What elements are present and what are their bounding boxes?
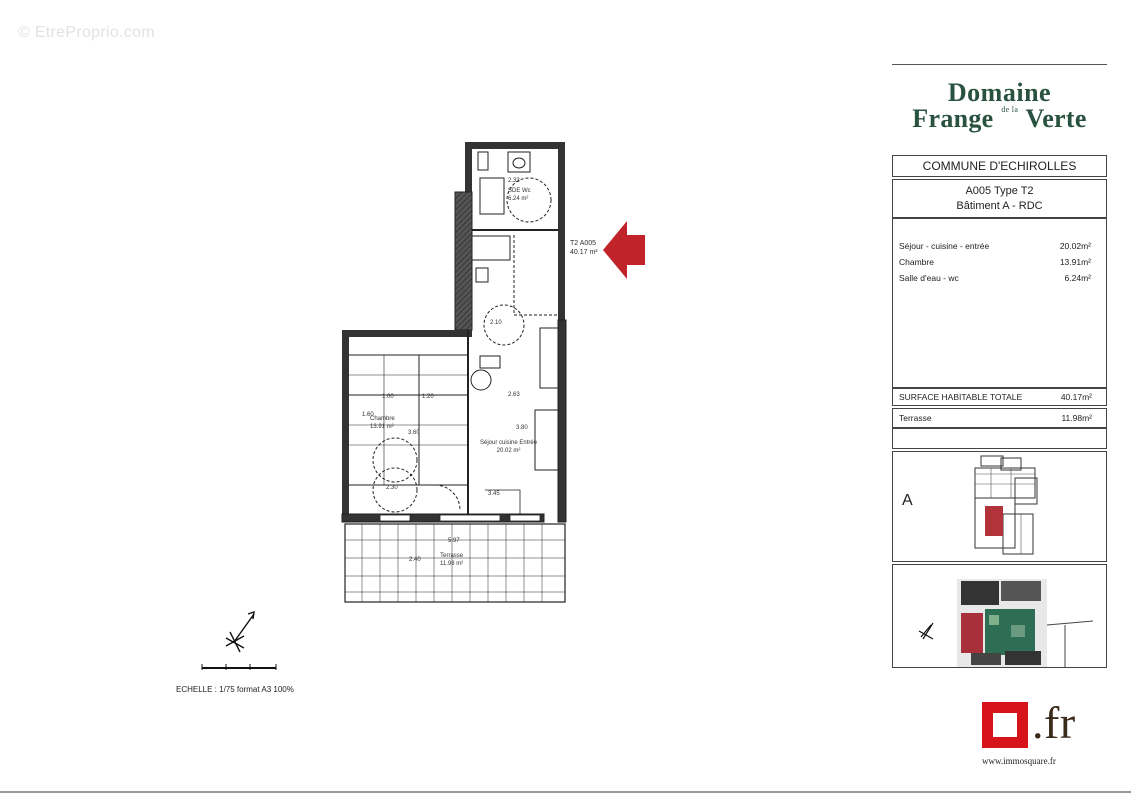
scale-text: ECHELLE : 1/75 format A3 100% xyxy=(176,685,294,694)
logo-line2a: Frange xyxy=(912,104,994,133)
dim-263: 2.63 xyxy=(508,392,520,398)
sde-dim: 2.33 xyxy=(508,178,520,184)
dim-360: 3.60 xyxy=(408,430,420,436)
room-row xyxy=(899,273,1099,283)
logo-line2-small: de la xyxy=(1001,105,1019,114)
logo-line2b: Verte xyxy=(1025,104,1087,133)
rooms-table xyxy=(892,218,1107,388)
info-panel xyxy=(892,62,1109,722)
sde-area: 6.24 m² xyxy=(508,195,529,202)
logo-line1: Domaine xyxy=(947,78,1052,107)
dim-120: 1.20 xyxy=(422,394,434,400)
floor-plan xyxy=(190,130,660,620)
unit-type: A005 Type T2 xyxy=(965,185,1034,197)
sde-label xyxy=(508,178,531,203)
chambre-area: 13.91 m² xyxy=(370,423,394,430)
logo-line2 xyxy=(892,106,1107,132)
room-area: 13.91m² xyxy=(1059,257,1091,267)
dim-230: 2.30 xyxy=(386,485,398,491)
unit-building: Bâtiment A - RDC xyxy=(956,200,1043,212)
unit-tag-area: 40.17 m² xyxy=(570,248,598,256)
bottom-divider xyxy=(0,791,1131,793)
dim-345: 3.45 xyxy=(488,491,500,497)
total-area: 40.17m² xyxy=(1060,392,1092,402)
building-locator-map xyxy=(971,454,1051,560)
unit-pointer-arrow-icon xyxy=(603,221,645,279)
sde-name: SDE Wc xyxy=(508,188,531,194)
brand-url: www.immosquare.fr xyxy=(982,756,1056,766)
empty-row xyxy=(892,428,1107,449)
room-area: 6.24m² xyxy=(1064,273,1091,283)
terrasse-name: Terrasse xyxy=(440,553,464,559)
room-name: Chambre xyxy=(899,257,934,267)
sejour-name: Séjour cuisine Entrée xyxy=(480,440,538,446)
watermark: © EtreProprio.com xyxy=(18,24,155,41)
dim-597: 5.97 xyxy=(448,538,460,544)
brand-fr: .fr xyxy=(1032,697,1076,748)
terrasse-area: 11.98 m² xyxy=(440,560,464,567)
dim-160: 1.60 xyxy=(362,412,374,418)
dim-380: 3.80 xyxy=(516,425,528,431)
room-row xyxy=(899,241,1099,251)
unit-type-box xyxy=(892,179,1107,218)
room-area: 20.02m² xyxy=(1059,241,1091,251)
domaine-logo xyxy=(892,80,1107,132)
room-name: Séjour - cuisine - entrée xyxy=(899,241,990,251)
dim-100: 1.00 xyxy=(382,394,394,400)
floor-plan-drawing xyxy=(190,130,660,620)
immosquare-brand xyxy=(982,697,1092,766)
site-plan-drawing xyxy=(893,565,1107,668)
terrasse-label xyxy=(440,553,463,568)
room-name: Salle d'eau - wc xyxy=(899,273,959,283)
dim-240: 2.40 xyxy=(409,557,421,563)
total-label: SURFACE HABITABLE TOTALE xyxy=(899,392,1023,402)
immosquare-logo-icon xyxy=(982,702,1028,748)
terrace-area: 11.98m² xyxy=(1061,413,1092,423)
building-locator xyxy=(892,451,1107,562)
unit-tag xyxy=(570,240,598,258)
north-compass-icon xyxy=(212,608,272,658)
chambre-label xyxy=(370,416,395,431)
terrace-row xyxy=(892,408,1107,428)
commune-box: COMMUNE D'ECHIROLLES xyxy=(892,155,1107,177)
scale-bar xyxy=(200,658,280,672)
site-plan-map xyxy=(892,564,1107,668)
panel-top-divider xyxy=(892,64,1107,65)
building-letter: A xyxy=(902,492,913,509)
unit-tag-name: T2 A005 xyxy=(570,240,597,247)
chambre-name: Chambre xyxy=(370,416,395,422)
total-surface-row xyxy=(892,388,1107,406)
sejour-area: 20.02 m² xyxy=(496,447,521,454)
sejour-label xyxy=(480,440,537,455)
terrace-label: Terrasse xyxy=(899,413,932,423)
dim-210: 2.10 xyxy=(490,320,502,326)
room-row xyxy=(899,257,1099,267)
